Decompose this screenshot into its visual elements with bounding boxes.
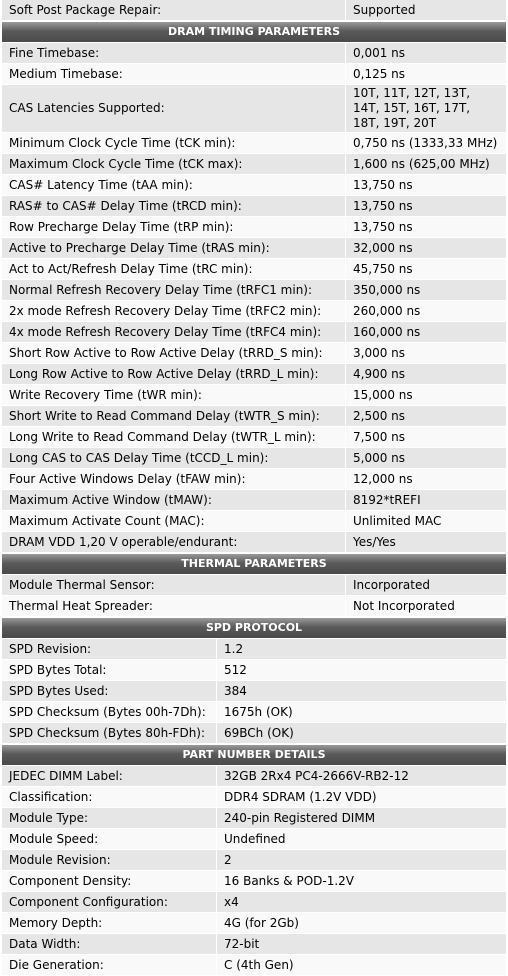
row-value: 4,900 ns [353, 367, 406, 381]
table-row [2, 850, 506, 871]
row-value: 512 [224, 663, 247, 677]
row-label: Active to Precharge Delay Time (tRAS min): [2, 238, 346, 258]
table-row [2, 490, 506, 511]
row-label: SPD Bytes Used: [2, 681, 217, 701]
row-label: 4x mode Refresh Recovery Delay Time (tRFC4 min): [2, 322, 346, 342]
row-value: 15,000 ns [353, 388, 413, 402]
row-label: Maximum Active Window (tMAW): [2, 490, 346, 510]
table-row [2, 660, 506, 681]
row-label: Four Active Windows Delay (tFAW min): [2, 469, 346, 489]
table-row [2, 238, 506, 259]
row-label: Fine Timebase: [2, 43, 346, 63]
row-label: Module Type: [2, 808, 217, 828]
row-label: Long Write to Read Command Delay (tWTR_L min): [2, 427, 346, 447]
row-label: Component Density: [2, 871, 217, 891]
table-row [2, 955, 506, 976]
row-value: 16 Banks & POD-1.2V [224, 874, 355, 888]
row-value: x4 [224, 895, 239, 909]
row-value: 32GB 2Rx4 PC4-2666V-RB2-12 [224, 769, 409, 783]
table-row [2, 934, 506, 955]
table-row [2, 892, 506, 913]
row-label: Die Generation: [2, 955, 217, 975]
top-section [2, 0, 506, 21]
row-value: 45,750 ns [353, 262, 413, 276]
row-value: 7,500 ns [353, 430, 406, 444]
row-label: DRAM VDD 1,20 V operable/endurant: [2, 532, 346, 552]
row-value: 13,750 ns [353, 178, 413, 192]
row-value: 260,000 ns [353, 304, 421, 318]
row-label: RAS# to CAS# Delay Time (tRCD min): [2, 196, 346, 216]
row-label: CAS# Latency Time (tAA min): [2, 175, 346, 195]
table-row [2, 322, 506, 343]
table-row [2, 575, 506, 596]
section-header: SPD PROTOCOL [2, 617, 506, 639]
row-value: 8192*tREFI [353, 493, 421, 507]
row-label: Classification: [2, 787, 217, 807]
table-row [2, 808, 506, 829]
row-value: Undefined [224, 832, 286, 846]
row-value: 13,750 ns [353, 220, 413, 234]
spd-report [2, 0, 506, 976]
table-row [2, 406, 506, 427]
table-row [2, 532, 506, 553]
row-label: JEDEC DIMM Label: [2, 766, 217, 786]
row-label: Maximum Activate Count (MAC): [2, 511, 346, 531]
row-value: 350,000 ns [353, 283, 421, 297]
row-label: SPD Checksum (Bytes 80h-FDh): [2, 723, 217, 743]
row-value: 32,000 ns [353, 241, 413, 255]
row-value: Incorporated [353, 578, 430, 592]
row-label: Module Thermal Sensor: [2, 575, 346, 595]
row-value: 69BCh (OK) [224, 726, 294, 740]
table-row [2, 364, 506, 385]
row-label: Act to Act/Refresh Delay Time (tRC min): [2, 259, 346, 279]
row-label: Component Configuration: [2, 892, 217, 912]
row-value: 10T, 11T, 12T, 13T, 14T, 15T, 16T, 17T, 18T, 19T, 20T [353, 86, 471, 130]
table-row [2, 511, 506, 532]
table-row [2, 133, 506, 154]
row-label: 2x mode Refresh Recovery Delay Time (tRFC2 min): [2, 301, 346, 321]
table-row [2, 448, 506, 469]
table-row [2, 681, 506, 702]
row-label: SPD Bytes Total: [2, 660, 217, 680]
row-label: Long Row Active to Row Active Delay (tRRD_L min): [2, 364, 346, 384]
row-label: Write Recovery Time (tWR min): [2, 385, 346, 405]
row-value: Unlimited MAC [353, 514, 442, 528]
row-value: 0,125 ns [353, 67, 406, 81]
row-label: Short Row Active to Row Active Delay (tRRD_S min): [2, 343, 346, 363]
row-value: 2 [224, 853, 232, 867]
table-row [2, 871, 506, 892]
part-number-section [2, 744, 506, 976]
row-label: Maximum Clock Cycle Time (tCK max): [2, 154, 346, 174]
table-row [2, 175, 506, 196]
row-label: Row Precharge Delay Time (tRP min): [2, 217, 346, 237]
row-label: Data Width: [2, 934, 217, 954]
section-header: DRAM TIMING PARAMETERS [2, 21, 506, 43]
table-row [2, 85, 506, 133]
table-row [2, 702, 506, 723]
table-row [2, 0, 506, 21]
row-value: DDR4 SDRAM (1.2V VDD) [224, 790, 377, 804]
table-row [2, 43, 506, 64]
row-value: 1.2 [224, 642, 244, 656]
row-value: 12,000 ns [353, 472, 413, 486]
table-row [2, 913, 506, 934]
table-row [2, 196, 506, 217]
row-value: 2,500 ns [353, 409, 406, 423]
row-value: Yes/Yes [353, 535, 396, 549]
row-value: Not Incorporated [353, 599, 455, 613]
row-label: SPD Revision: [2, 639, 217, 659]
row-label: Soft Post Package Repair: [2, 0, 346, 20]
row-value: 1675h (OK) [224, 705, 293, 719]
table-row [2, 427, 506, 448]
row-value: 0,001 ns [353, 46, 406, 60]
table-row [2, 723, 506, 744]
table-row [2, 259, 506, 280]
dram-timing-section [2, 21, 506, 553]
row-label: Long CAS to CAS Delay Time (tCCD_L min): [2, 448, 346, 468]
row-value: Supported [353, 3, 416, 17]
table-row [2, 154, 506, 175]
row-label: Normal Refresh Recovery Delay Time (tRFC1 min): [2, 280, 346, 300]
row-label: Medium Timebase: [2, 64, 346, 84]
row-value: 4G (for 2Gb) [224, 916, 299, 930]
row-value: C (4th Gen) [224, 958, 294, 972]
row-label: Memory Depth: [2, 913, 217, 933]
row-value: 3,000 ns [353, 346, 406, 360]
row-value: 72-bit [224, 937, 260, 951]
row-label: Short Write to Read Command Delay (tWTR_S min): [2, 406, 346, 426]
table-row [2, 469, 506, 490]
row-value: 0,750 ns (1333,33 MHz) [353, 136, 498, 150]
table-row [2, 280, 506, 301]
row-value: 1,600 ns (625,00 MHz) [353, 157, 490, 171]
table-row [2, 787, 506, 808]
table-row [2, 343, 506, 364]
table-row [2, 64, 506, 85]
table-row [2, 217, 506, 238]
table-row [2, 829, 506, 850]
row-label: Minimum Clock Cycle Time (tCK min): [2, 133, 346, 153]
table-row [2, 766, 506, 787]
row-value: 5,000 ns [353, 451, 406, 465]
row-value: 160,000 ns [353, 325, 421, 339]
row-label: Thermal Heat Spreader: [2, 596, 346, 616]
table-row [2, 639, 506, 660]
section-header: THERMAL PARAMETERS [2, 553, 506, 575]
row-value: 240-pin Registered DIMM [224, 811, 376, 825]
row-label: SPD Checksum (Bytes 00h-7Dh): [2, 702, 217, 722]
thermal-section [2, 553, 506, 617]
table-row [2, 301, 506, 322]
row-label: CAS Latencies Supported: [2, 85, 346, 132]
row-label: Module Revision: [2, 850, 217, 870]
table-row [2, 596, 506, 617]
row-label: Module Speed: [2, 829, 217, 849]
row-value: 384 [224, 684, 247, 698]
table-row [2, 385, 506, 406]
row-value: 13,750 ns [353, 199, 413, 213]
spd-protocol-section [2, 617, 506, 744]
section-header: PART NUMBER DETAILS [2, 744, 506, 766]
